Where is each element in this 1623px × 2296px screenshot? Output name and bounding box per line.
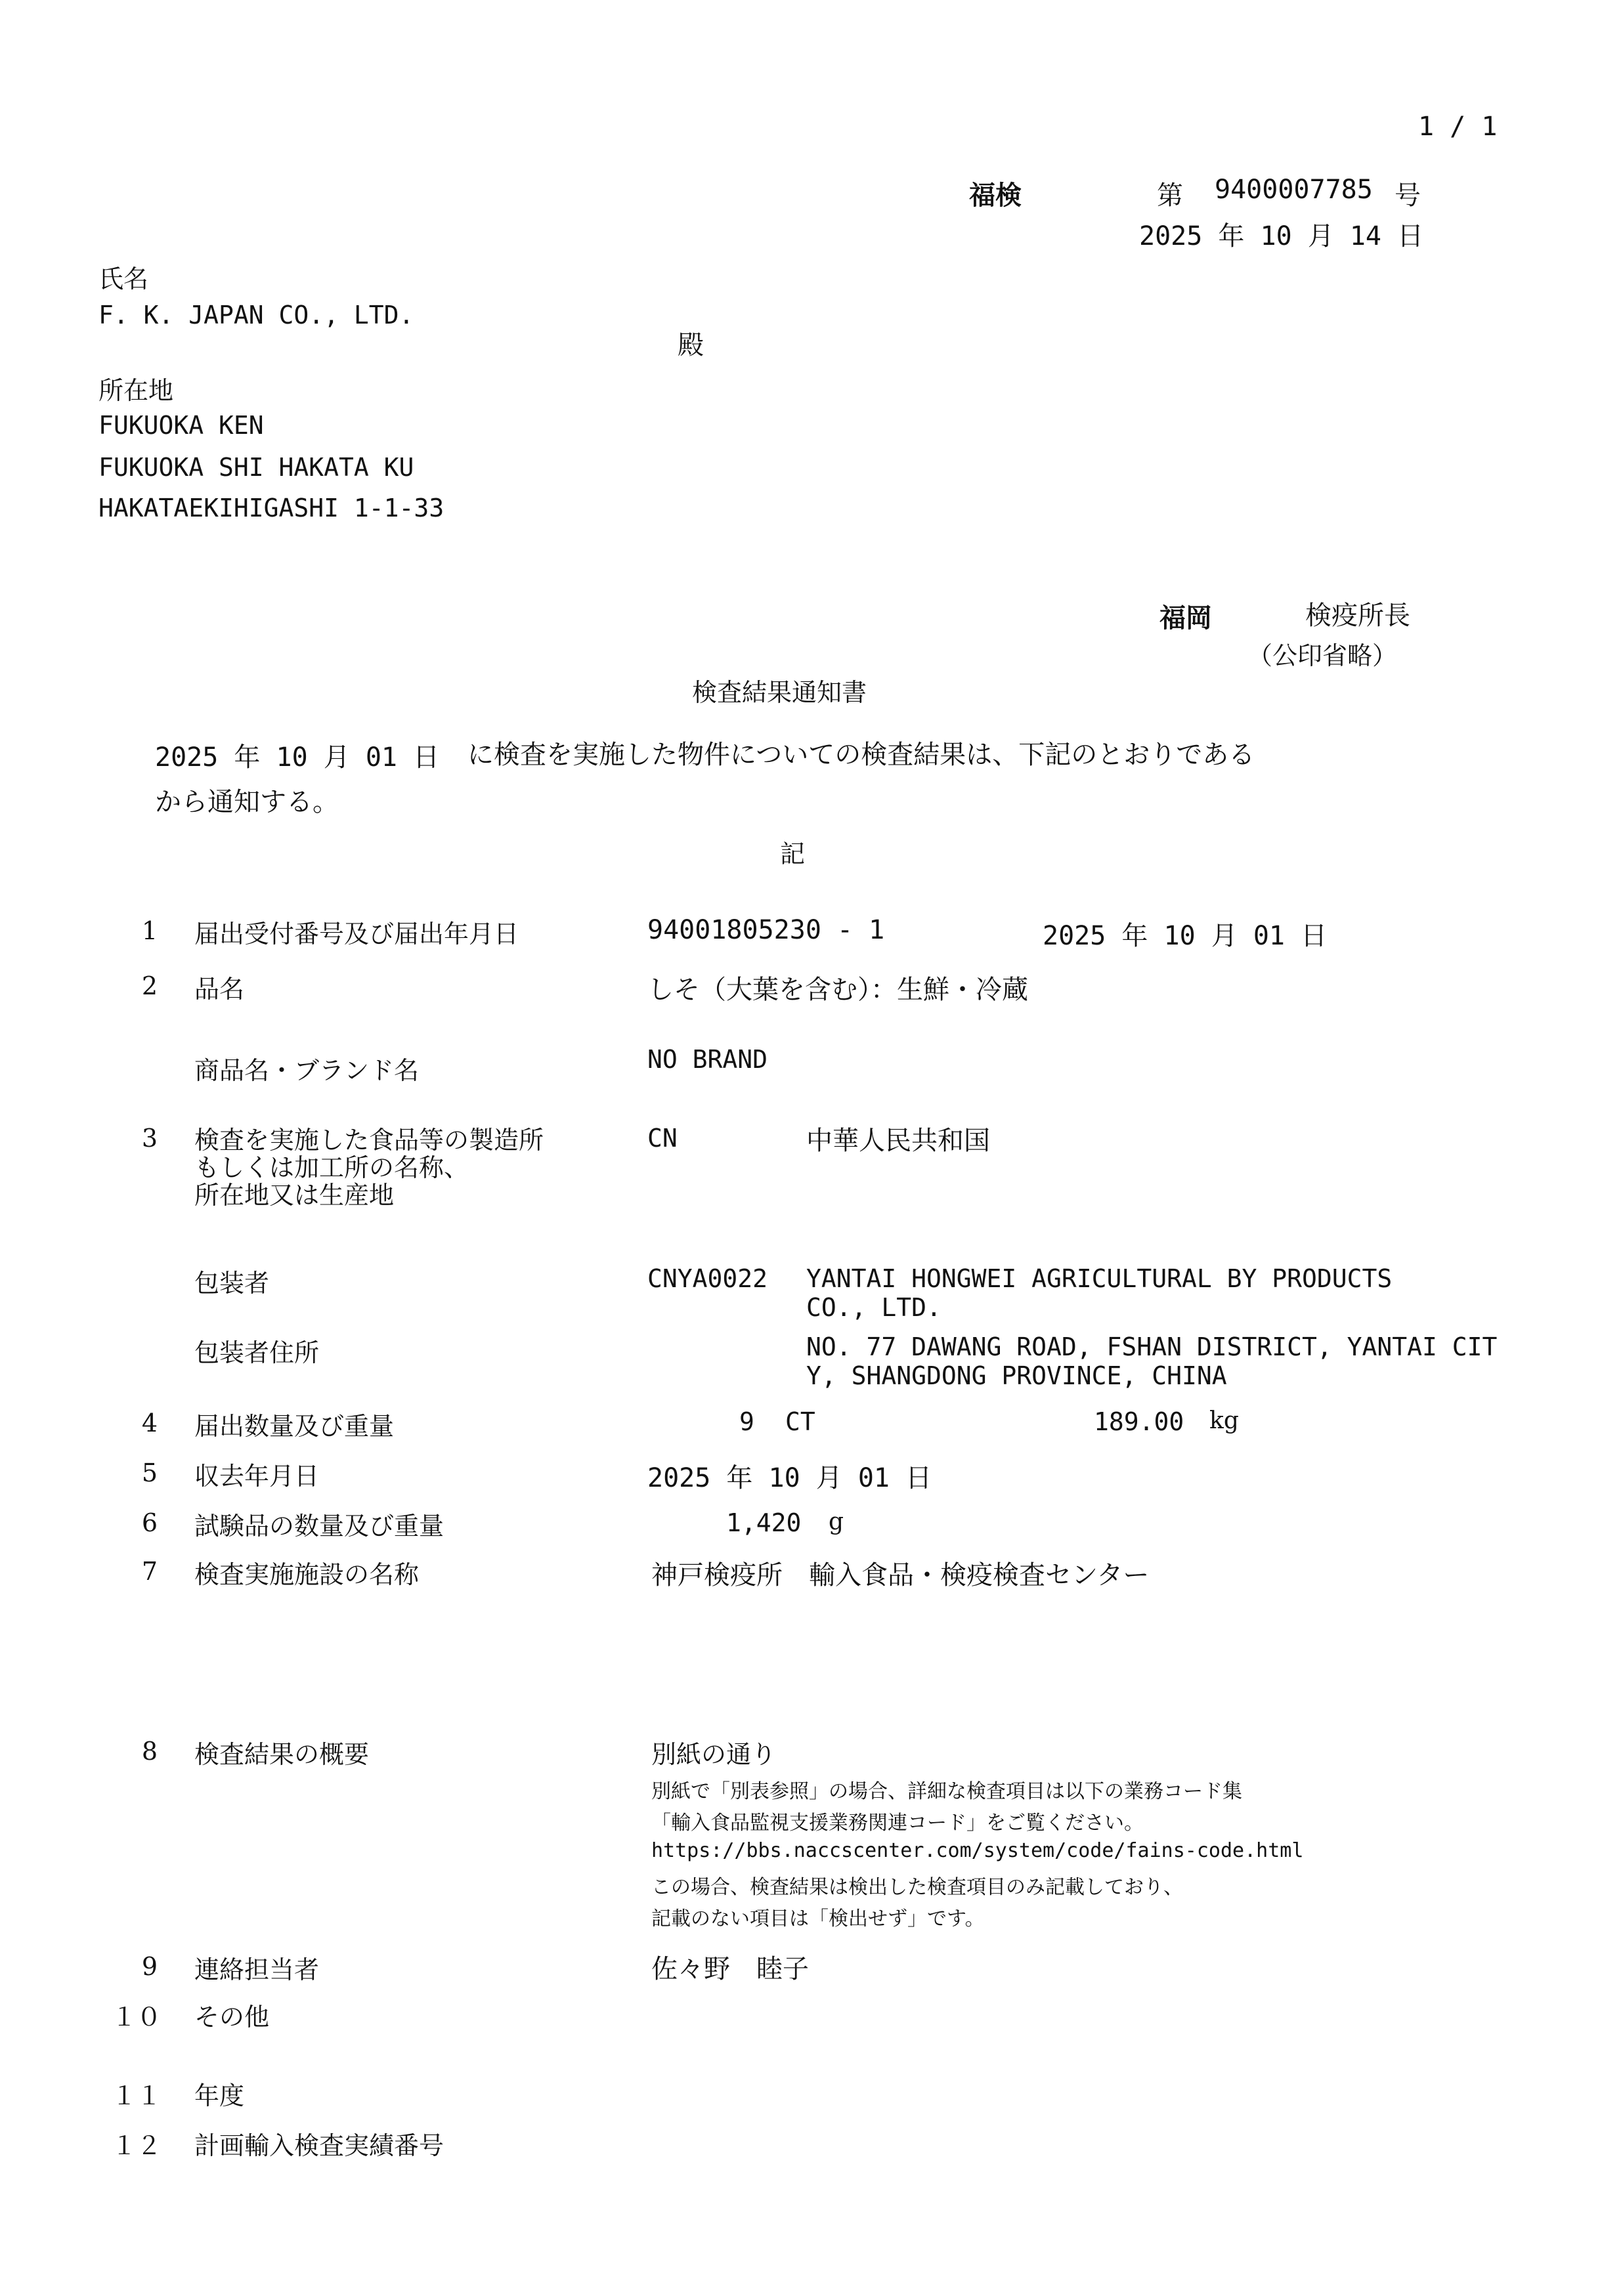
ki-mark: 記	[780, 840, 806, 868]
recipient-name: F. K. JAPAN CO., LTD.	[98, 301, 414, 330]
sample-amount: 1,420	[726, 1508, 802, 1537]
address-line-3: HAKATAEKIHIGASHI 1-1-33	[98, 494, 444, 522]
intro-line-2: から通知する。	[155, 787, 339, 817]
number-prefix: 第	[1157, 181, 1183, 211]
honorific: 殿	[678, 330, 704, 360]
row-10-label: その他	[194, 2003, 270, 2031]
row-11-number: １１	[112, 2081, 162, 2110]
quantity-unit: CT	[785, 1407, 815, 1436]
row-2-number: 2	[141, 971, 158, 1000]
contact-person: 佐々野 睦子	[651, 1954, 809, 1984]
number-suffix: 号	[1395, 181, 1421, 211]
notice-number: 9400007785	[1215, 175, 1373, 205]
packer-address-line-2: Y, SHANGDONG PROVINCE, CHINA	[806, 1361, 1227, 1390]
row-5-label: 収去年月日	[194, 1462, 320, 1491]
result-note-url: https://bbs.naccscenter.com/system/code/fains-code.html	[651, 1839, 1304, 1862]
row-3-number: 3	[141, 1124, 158, 1153]
notification-number: 94001805230 - 1	[647, 915, 885, 945]
notification-date: 2025 年 10 月 01 日	[1043, 921, 1328, 951]
row-8-label: 検査結果の概要	[194, 1740, 370, 1769]
row-4-number: 4	[141, 1409, 158, 1437]
collection-date: 2025 年 10 月 01 日	[647, 1463, 932, 1493]
issuer-office: 福岡	[1159, 603, 1212, 633]
result-note-5: 記載のない項目は「検出せず」です。	[651, 1907, 985, 1930]
row-7-label: 検査実施施設の名称	[194, 1560, 420, 1589]
country-name: 中華人民共和国	[806, 1126, 990, 1156]
address-line-2: FUKUOKA SHI HAKATA KU	[98, 453, 414, 482]
address-label: 所在地	[98, 376, 174, 405]
country-code: CN	[647, 1124, 678, 1153]
row-9-label: 連絡担当者	[194, 1955, 320, 1984]
address-line-1: FUKUOKA KEN	[98, 411, 264, 440]
page-counter: 1 / 1	[1418, 112, 1498, 142]
row-6-number: 6	[141, 1508, 158, 1537]
row-1-label: 届出受付番号及び届出年月日	[194, 920, 519, 948]
result-note-2: 「輸入食品監視支援業務関連コード」をご覧ください。	[651, 1812, 1144, 1835]
facility-name: 神戸検疫所 輸入食品・検疫検査センター	[651, 1560, 1150, 1590]
result-note-1: 別紙で「別表参照」の場合、詳細な検査項目は以下の業務コード集	[651, 1780, 1242, 1803]
row-12-label: 計画輸入検査実績番号	[194, 2131, 444, 2160]
row-12-number: １２	[112, 2131, 162, 2160]
row-5-number: 5	[141, 1458, 158, 1487]
packer-name-line-2: CO., LTD.	[806, 1293, 941, 1322]
issue-date: 2025 年 10 月 14 日	[1139, 221, 1424, 251]
declared-quantity: 9	[739, 1407, 754, 1436]
row-3-label-line-3: 所在地又は生産地	[194, 1181, 395, 1210]
row-6-label: 試験品の数量及び重量	[194, 1512, 444, 1541]
sample-unit: g	[829, 1508, 844, 1535]
row-7-number: 7	[141, 1557, 158, 1586]
seal-note: （公印省略）	[1247, 641, 1398, 670]
row-9-number: 9	[141, 1952, 158, 1981]
packer-address-line-1: NO. 77 DAWANG ROAD, FSHAN DISTRICT, YANTAI CIT	[806, 1332, 1498, 1361]
intro-line-1: に検査を実施した物件についての検査結果は、下記のとおりである	[467, 740, 1255, 770]
packer-address-label: 包装者住所	[194, 1338, 320, 1367]
result-note-4: この場合、検査結果は検出した検査項目のみ記載しており、	[651, 1876, 1183, 1899]
product-name: しそ（大葉を含む）：生鮮・冷蔵	[647, 975, 1028, 1005]
brand-value: NO BRAND	[647, 1045, 768, 1074]
declared-weight: 189.00	[1094, 1407, 1184, 1436]
row-11-label: 年度	[194, 2081, 245, 2110]
packer-label: 包装者	[194, 1269, 270, 1298]
row-4-label: 届出数量及び重量	[194, 1412, 395, 1441]
issuer-title: 検疫所長	[1305, 601, 1410, 631]
packer-code: CNYA0022	[647, 1264, 768, 1293]
name-label: 氏名	[98, 265, 149, 293]
brand-label: 商品名・ブランド名	[194, 1056, 420, 1085]
row-8-number: 8	[141, 1737, 158, 1766]
packer-name-line-1: YANTAI HONGWEI AGRICULTURAL BY PRODUCTS	[806, 1264, 1393, 1293]
row-10-number: １０	[112, 2003, 162, 2031]
row-2-label: 品名	[194, 975, 245, 1004]
row-3-label-line-2: もしくは加工所の名称、	[194, 1153, 469, 1182]
office-prefix: 福検	[969, 181, 1022, 211]
row-1-number: 1	[141, 916, 158, 945]
intro-date: 2025 年 10 月 01 日	[155, 742, 440, 773]
weight-unit: kg	[1209, 1407, 1239, 1434]
document-title: 検査結果通知書	[692, 678, 867, 707]
result-summary: 別紙の通り	[651, 1740, 777, 1769]
row-3-label-line-1: 検査を実施した食品等の製造所	[194, 1126, 544, 1155]
